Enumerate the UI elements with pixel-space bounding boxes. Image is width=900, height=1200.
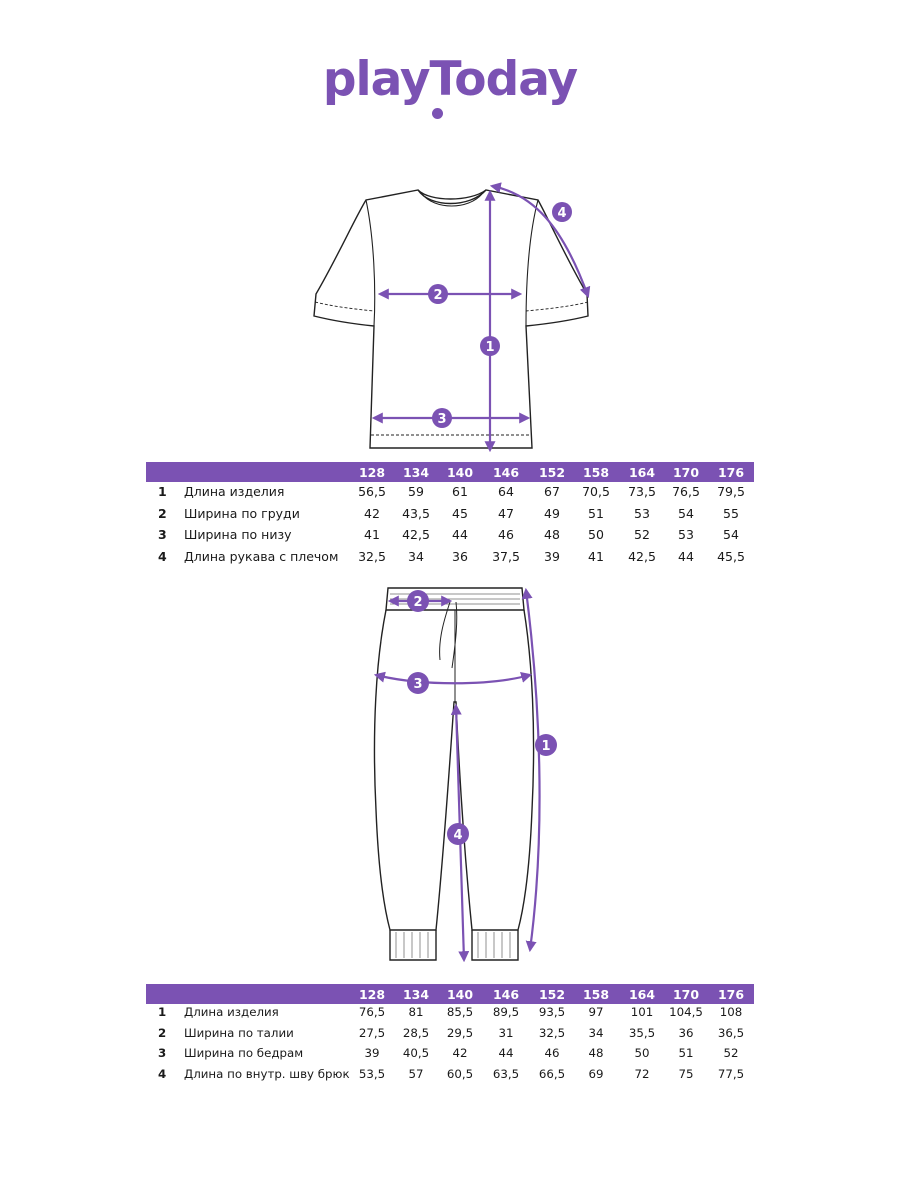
row-number: 1 [158,1005,167,1019]
size-header: 164 [628,987,656,1002]
table-cell: 52 [723,1046,739,1060]
table-cell: 43,5 [402,505,430,521]
table-cell: 52 [634,527,650,542]
table-cell: 73,5 [628,484,656,499]
shirt-marker-1: 1 [485,340,495,355]
size-header: 146 [492,987,520,1002]
size-header: 170 [672,465,700,480]
pants-table-header [146,984,754,1004]
size-header: 152 [538,465,566,480]
table-cell: 40,5 [402,1046,430,1060]
table-cell: 44 [678,548,694,564]
table-row [146,506,754,528]
shirt-marker-4: 4 [557,206,567,221]
table-cell: 89,5 [492,1005,520,1019]
table-cell: 56,5 [358,484,386,499]
table-row [146,549,754,571]
table-row [146,527,754,549]
pants-marker-1: 1 [541,739,551,754]
table-cell: 81 [408,1005,424,1019]
row-label: Ширина по талии [184,1025,294,1040]
size-header: 152 [538,987,566,1002]
table-cell: 42,5 [402,527,430,542]
size-header: 158 [582,987,610,1002]
table-cell: 93,5 [538,1005,566,1019]
table-cell: 55 [723,505,739,521]
table-cell: 28,5 [402,1025,430,1040]
table-cell: 42 [364,505,380,521]
row-number: 4 [158,548,167,564]
table-cell: 57 [408,1066,424,1081]
table-cell: 32,5 [538,1025,566,1040]
row-label: Длина изделия [184,484,285,499]
table-cell: 42,5 [628,548,656,564]
table-cell: 72 [634,1066,650,1081]
table-cell: 37,5 [492,548,520,564]
table-cell: 44 [498,1046,514,1060]
table-cell: 61 [452,484,468,499]
shirt-table-header [146,462,754,482]
table-cell: 54 [723,527,739,542]
table-cell: 53,5 [358,1066,386,1081]
table-cell: 46 [544,1046,560,1060]
shirt-size-table [146,462,754,570]
row-label: Ширина по низу [184,527,292,542]
table-cell: 85,5 [446,1005,474,1019]
table-cell: 42 [452,1046,468,1060]
table-cell: 31 [498,1025,514,1040]
table-row [146,1005,754,1026]
table-cell: 97 [588,1005,604,1019]
row-number: 3 [158,527,167,542]
row-label: Ширина по бедрам [184,1046,304,1060]
table-row [146,1067,754,1088]
table-cell: 49 [544,505,560,521]
size-header: 164 [628,465,656,480]
table-cell: 34 [588,1025,604,1040]
table-cell: 53 [678,527,694,542]
table-cell: 53 [634,505,650,521]
table-cell: 36,5 [717,1025,745,1040]
row-number: 2 [158,1025,167,1040]
table-row [146,484,754,506]
size-header: 158 [582,465,610,480]
pants-marker-3: 3 [413,677,423,692]
row-number: 4 [158,1066,167,1081]
table-cell: 66,5 [538,1066,566,1081]
size-header: 170 [672,987,700,1002]
tshirt-diagram [300,178,600,458]
size-header: 140 [446,987,474,1002]
table-cell: 79,5 [717,484,745,499]
table-cell: 34 [408,548,424,564]
size-header: 140 [446,465,474,480]
row-label: Ширина по груди [184,505,300,521]
pants-size-table [146,984,754,1087]
table-cell: 51 [678,1046,694,1060]
table-cell: 47 [498,505,514,521]
pants-marker-2: 2 [413,595,423,610]
pants-diagram [360,580,560,970]
table-cell: 104,5 [669,1005,703,1019]
size-header: 176 [717,465,745,480]
row-label: Длина рукава с плечом [184,548,339,564]
size-header: 146 [492,465,520,480]
table-cell: 35,5 [628,1025,656,1040]
table-cell: 76,5 [358,1005,386,1019]
table-cell: 39 [544,548,560,564]
table-cell: 36 [452,548,468,564]
table-cell: 45 [452,505,468,521]
table-cell: 76,5 [672,484,700,499]
table-cell: 77,5 [717,1066,745,1081]
table-cell: 50 [588,527,604,542]
table-cell: 45,5 [717,548,745,564]
table-cell: 67 [544,484,560,499]
table-cell: 27,5 [358,1025,386,1040]
table-cell: 69 [588,1066,604,1081]
shirt-marker-3: 3 [437,412,447,427]
size-header: 128 [358,987,386,1002]
row-number: 2 [158,505,167,521]
table-cell: 32,5 [358,548,386,564]
table-cell: 46 [498,527,514,542]
row-label: Длина изделия [184,1005,279,1019]
table-cell: 64 [498,484,514,499]
row-number: 1 [158,484,167,499]
table-cell: 48 [588,1046,604,1060]
table-cell: 41 [588,548,604,564]
pants-marker-4: 4 [453,828,463,843]
table-cell: 59 [408,484,424,499]
table-cell: 39 [364,1046,380,1060]
table-cell: 44 [452,527,468,542]
table-cell: 36 [678,1025,694,1040]
table-row [146,1026,754,1047]
table-cell: 108 [719,1005,743,1019]
size-header: 134 [402,987,430,1002]
table-cell: 70,5 [582,484,610,499]
table-row [146,1046,754,1067]
table-cell: 75 [678,1066,694,1081]
row-number: 3 [158,1046,167,1060]
table-cell: 50 [634,1046,650,1060]
table-cell: 48 [544,527,560,542]
size-header: 128 [358,465,386,480]
table-cell: 51 [588,505,604,521]
table-cell: 41 [364,527,380,542]
table-cell: 101 [630,1005,654,1019]
table-cell: 29,5 [446,1025,474,1040]
row-label: Длина по внутр. шву брюк [184,1066,350,1081]
table-cell: 54 [678,505,694,521]
table-cell: 63,5 [492,1066,520,1081]
size-header: 176 [717,987,745,1002]
shirt-marker-2: 2 [433,288,443,303]
brand-logo-dot [432,108,443,119]
table-cell: 60,5 [446,1066,474,1081]
brand-logo: playToday [322,52,578,107]
size-header: 134 [402,465,430,480]
